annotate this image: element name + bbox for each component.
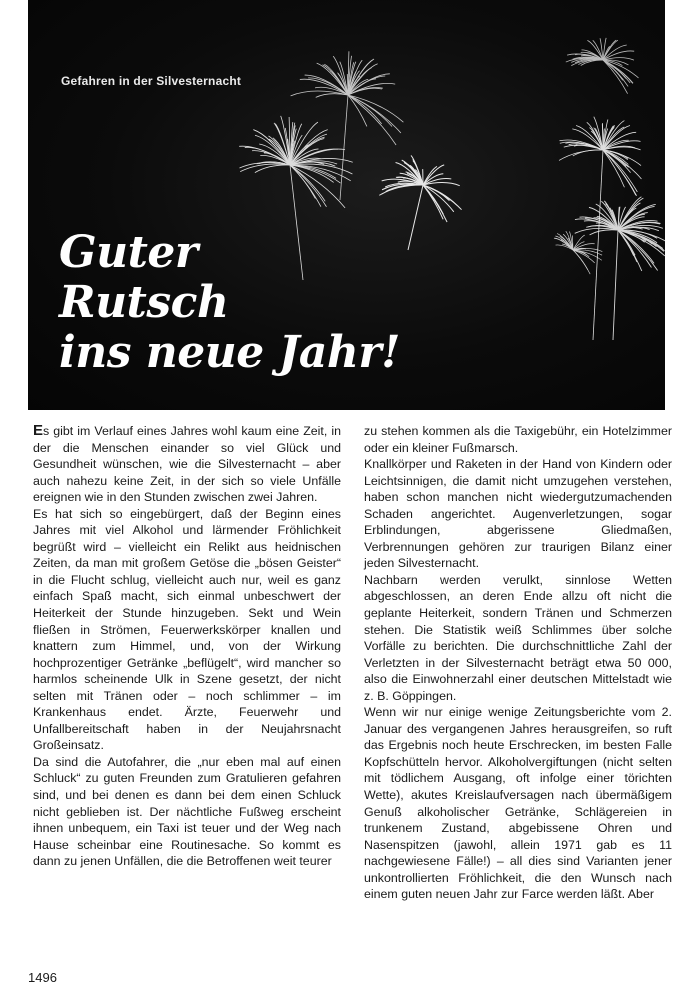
article-paragraph: Knallkörper und Raketen in der Hand von Kindern oder Leichtsinnigen, die damit nicht umzugehen verstehen, haben schon manchen nicht wiedergutzumachenden Schaden angerichtet. Augenverletzungen, sogar Erblindungen, abgerissene Gliedmaßen, Verbrennungen gehören zur traurigen Bilanz einer jeden Silvesternacht. <box>364 457 672 571</box>
drop-cap: E <box>33 422 44 439</box>
article-paragraph: Es gibt im Verlauf eines Jahres wohl kaum eine Zeit, in der die Menschen einander so viel Glück und Gesundheit wünschen, wie die Silvesternacht – aber auch nahezu keine Zeit, in der sich so viele Unfälle ereignen wie in den Stunden zwischen zwei Jahren. <box>33 422 341 505</box>
page-number: 1496 <box>28 970 57 985</box>
headline-line-2: Rutsch <box>59 277 229 328</box>
headline-line-3: ins neue Jahr! <box>59 327 400 378</box>
headline-line-1: Guter <box>59 227 198 278</box>
article-column-left <box>33 423 341 870</box>
fireworks-photo <box>28 0 665 410</box>
section-kicker: Gefahren in der Silvesternacht <box>61 74 242 88</box>
article-paragraph: zu stehen kommen als die Taxigebühr, ein Hotelzimmer oder ein kleiner Fußmarsch. <box>364 424 672 455</box>
article-column-right <box>364 423 672 903</box>
headline <box>59 228 400 378</box>
article-paragraph: Wenn wir nur einige wenige Zeitungsberichte vom 2. Januar des vergangenen Jahres herausgreifen, so ruft das Ergebnis noch heute Erschrecken, im besten Falle Kopfschütteln hervor. Alkoholvergiftungen (nicht selten mit tödlichem Ausgang, oft infolge einer törichten Wette), akutes Kreislaufversagen nach übermäßigem Genuß alkoholischer Getränke, Schlägereien in trunkenem Zustand, abgebissene Ohren und Nasenspitzen (jawohl, allein 1971 gab es 11 nachgewiesene Fälle!) – all dies sind Varianten jener unkontrollierten Fröhlichkeit, die den Wunsch nach einem guten neuen Jahr zur Farce werden läßt. Aber <box>364 705 672 902</box>
article-paragraph: Da sind die Autofahrer, die „nur eben mal auf einen Schluck“ zu guten Freunden zum Gratulieren gefahren sind, und bei denen es dann bei dem einen Schluck nicht geblieben ist. Der nächtliche Fußweg erscheint ihnen unbequem, ein Taxi ist teuer und der Weg nach Hause scheinbar eine Routinesache. So kommt es dann zu jenen Unfällen, die die Betroffenen weit teurer <box>33 754 341 869</box>
article-paragraph: Es hat sich so eingebürgert, daß der Beginn eines Jahres mit viel Alkohol und lärmender Fröhlichkeit begrüßt wird – vielleicht ein Relikt aus heidnischen Zeiten, da man mit großem Getöse die „bösen Geister“ in die Flucht schlug, vielleicht auch nur, weil es ganz einfach Spaß macht, sich einmal unbeschwert der Heiterkeit der Stunde hinzugeben. Sekt und Wein fließen in Strömen, Feuerwerkskörper knallen und knattern zum Himmel, und, von der Wirkung hochprozentiger Getränke „beflügelt“, wird mancher so harmlos scheinende Ulk in Szene gesetzt, der nicht selten mit Tränen oder – noch schlimmer – im Krankenhaus endet. Ärzte, Feuerwehr und Unfallbereitschaft haben in der Neujahrsnacht Großeinsatz. <box>33 506 341 753</box>
article-paragraph: Nachbarn werden verulkt, sinnlose Wetten abgeschlossen, an deren Ende allzu oft nicht die geplante Heiterkeit, sondern Tränen und Schmerzen stehen. Die Statistik weiß Schlimmes über solche Vorfälle zu berichten. Die durchschnittliche Zahl der Verletzten in der Silvesternacht beträgt etwa 50 000, also die Einwohnerzahl einer deutschen Mittelstadt wie z. B. Göppingen. <box>364 572 672 703</box>
